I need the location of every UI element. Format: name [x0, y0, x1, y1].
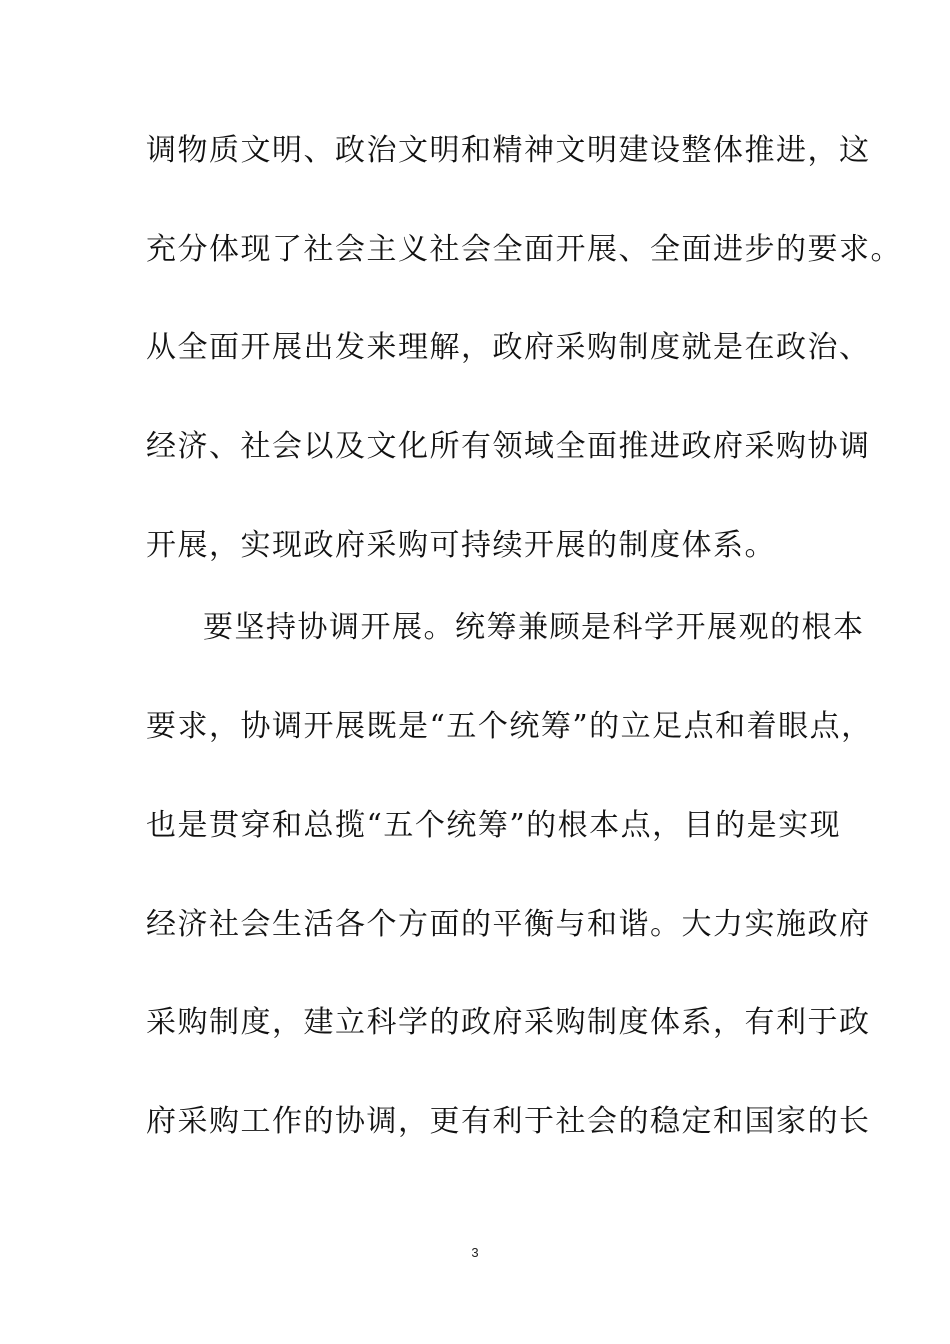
body-text-line: 府采购工作的协调，更有利于社会的稳定和国家的长 [146, 1104, 871, 1139]
body-text-line: 调物质文明、政治文明和精神文明建设整体推进，这 [146, 133, 871, 168]
body-text-line: 经济社会生活各个方面的平衡与和谐。大力实施政府 [146, 907, 871, 942]
body-text-line: 经济、社会以及文化所有领域全面推进政府采购协调 [146, 429, 871, 464]
page-number: 3 [471, 1245, 479, 1260]
paragraph-start-line: 要坚持协调开展。统筹兼顾是科学开展观的根本 [203, 610, 865, 645]
body-text-line: 从全面开展出发来理解，政府采购制度就是在政治、 [146, 330, 871, 365]
body-text-line: 要求，协调开展既是“五个统筹”的立足点和着眼点， [146, 709, 873, 744]
body-text-line: 也是贯穿和总揽“五个统筹”的根本点，目的是实现 [146, 808, 842, 843]
body-text-line: 开展，实现政府采购可持续开展的制度体系。 [146, 528, 776, 563]
body-text-line: 采购制度，建立科学的政府采购制度体系，有利于政 [146, 1005, 871, 1040]
body-text-line: 充分体现了社会主义社会全面开展、全面进步的要求。 [146, 232, 902, 267]
